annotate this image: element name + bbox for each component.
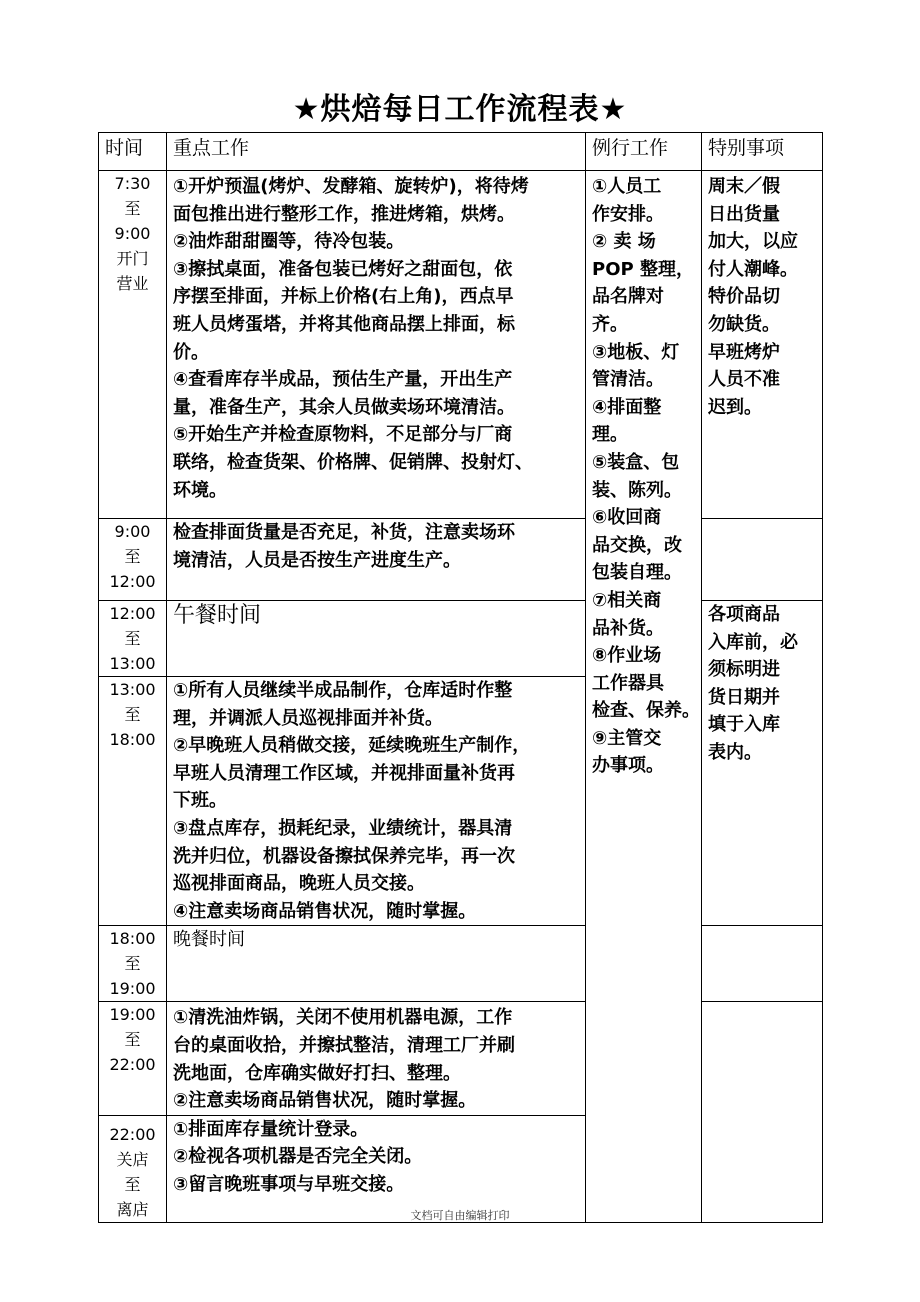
time-cell: 19:00 至 22:00 [99, 1002, 167, 1115]
routine-work-cell: ①人员工 作安排。 ② 卖 场 POP 整理， 品名牌对 齐。 ③地板、灯 管清洁。 ④排面整 理。 ⑤装盒、包 装、陈列。 ⑥收回商 品交换，改 包装自理。 ⑦相关商 品补货。 ⑧作业场 工作器具 检查、保养。 ⑨主管交 办事项。 [586, 171, 702, 1223]
header-routine-work: 例行工作 [586, 133, 702, 171]
footer-note: 文档可自由编辑打印 [410, 1209, 510, 1222]
key-work-cell: 检查排面货量是否充足，补货，注意卖场环 境清洁，人员是否按生产进度生产。 [167, 519, 586, 601]
special-items-empty [702, 926, 823, 1002]
key-work-cell: ①排面库存量统计登录。 ②检视各项机器是否完全关闭。 ③留言晚班事项与早班交接。 [167, 1115, 586, 1222]
workflow-table [98, 132, 823, 1223]
table-row [99, 601, 823, 677]
special-items-cell: 各项商品 入库前，必 须标明进 货日期并 填于入库 表内。 [702, 601, 823, 926]
header-key-work: 重点工作 [167, 133, 586, 171]
table-row [99, 1002, 823, 1115]
special-items-cell: 周末／假 日出货量 加大，以应 付人潮峰。 特价品切 勿缺货。 早班烤炉 人员不准 迟到。 [702, 171, 823, 519]
header-time: 时间 [99, 133, 167, 171]
table-row [99, 926, 823, 1002]
special-items-empty [702, 519, 823, 601]
page-title: ★烘焙每日工作流程表★ [292, 92, 628, 127]
table-row [99, 519, 823, 601]
time-cell: 12:00 至 13:00 [99, 601, 167, 677]
key-work-cell: 午餐时间 [167, 601, 586, 677]
time-cell: 9:00 至 12:00 [99, 519, 167, 601]
time-cell: 13:00 至 18:00 [99, 677, 167, 926]
time-cell: 22:00 关店 至 离店 [99, 1115, 167, 1222]
header-special-items: 特别事项 [702, 133, 823, 171]
key-work-cell: ①所有人员继续半成品制作，仓库适时作整 理，并调派人员巡视排面并补货。 ②早晚班人员稍做交接，延续晚班生产制作， 早班人员清理工作区域，并视排面量补货再 下班。 ③盘点库存，损耗纪录，业绩统计，器具清 洗并归位，机器设备擦拭保养完毕，再一次 巡视排面商品，晚班人员交接。 ④注意卖场商品销售状况，随时掌握。 [167, 677, 586, 926]
key-work-cell: 晚餐时间 [167, 926, 586, 1002]
key-work-cell: ①清洗油炸锅，关闭不使用机器电源，工作 台的桌面收拾，并擦拭整洁，清理工厂并刷 洗地面，仓库确实做好打扫、整理。 ②注意卖场商品销售状况，随时掌握。 [167, 1002, 586, 1115]
special-items-empty [702, 1002, 823, 1222]
time-cell: 7:30 至 9:00 开门 营业 [99, 171, 167, 519]
key-work-cell: ①开炉预温(烤炉、发酵箱、旋转炉)，将待烤 面包推出进行整形工作，推进烤箱，烘烤。 ②油炸甜甜圈等，待冷包装。 ③擦拭桌面，准备包装已烤好之甜面包，依 序摆至排面，并标上价格(右上角)，西点早 班人员烤蛋塔，并将其他商品摆上排面，标 价。 ④查看库存半成品，预估生产量，开出生产 量，准备生产，其余人员做卖场环境清洁。 ⑤开始生产并检查原物料，不足部分与厂商 联络，检查货架、价格牌、促销牌、投射灯、 环境。 [167, 171, 586, 519]
table-row [99, 171, 823, 519]
time-cell: 18:00 至 19:00 [99, 926, 167, 1002]
header-row [99, 133, 823, 171]
